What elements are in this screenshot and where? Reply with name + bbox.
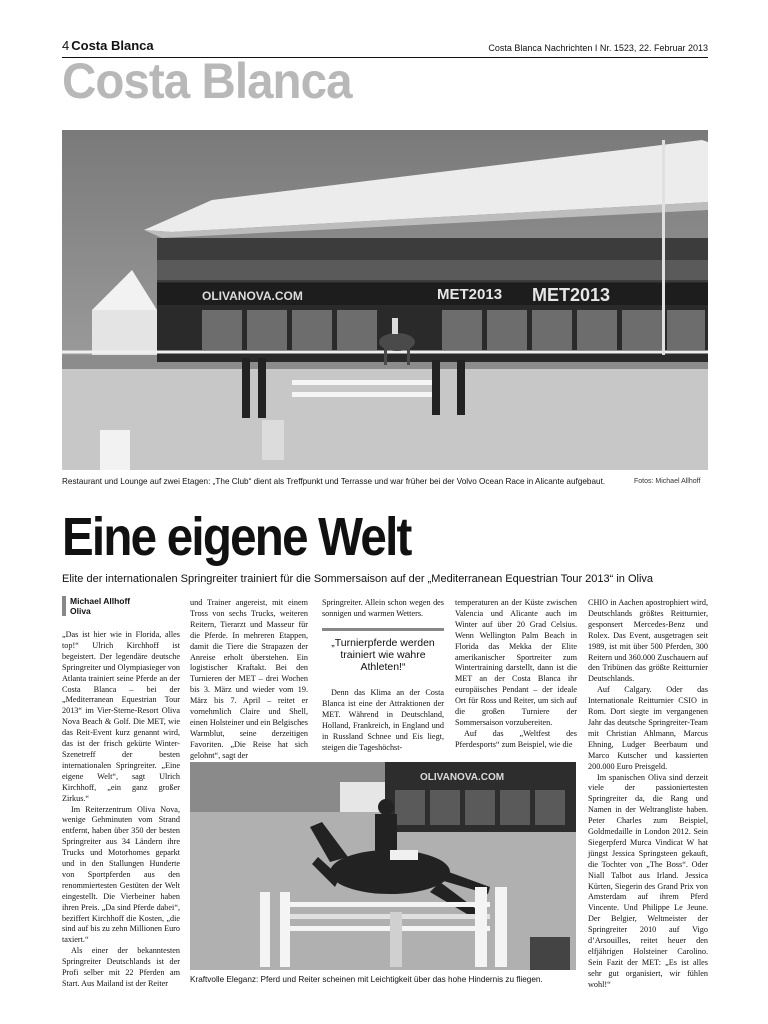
sign-olivanova: OLIVANOVA.COM [202,289,303,303]
second-photo-caption: Kraftvolle Eleganz: Pferd und Reiter scheinen mit Leichtigkeit über das hohe Hindernis zu fliegen. [190,975,543,984]
paragraph: CHIO in Aachen apostrophiert wird, Deutschlands größtes Reitturnier, gesponsert Mercedes-Benz und Rolex. Das Event, ausgetragen seit 1989, ist mit über 500 Pferden, 300 Reitern und 360.000 Zuschauern auf den Tribünen das größte Reitturnier Deutschlands. [588,598,708,684]
article-column-5 [588,598,708,993]
article-headline: Eine eigene Welt [62,507,411,567]
page-header-left [62,38,154,53]
paragraph: „Das ist hier wie in Florida, alles top!“ Ulrich Kirchhoff ist begeistert. Der legendäre deutsche Springreiter und Olympiasieger von Atlanta trainiert seine Pferde an der Costa Blanca – bei der „Mediterranean Equestrian Tour 2013“ im Vier-Sterne-Resort Oliva Nova Beach & Golf. Die MET, wie das Reit-Event kurz genannt wird, das ist der frisch gekürte Winter-Szenetreff der besten internationalen Springreiter. „Eine eigene Welt“, sagt Ulrich Kirchhoff, „ein ganz großer Zirkus.“ [62,630,181,803]
paragraph: und Trainer angereist, mit einem Tross von sechs Trucks, weiteren Reitern, Tierarzt und Masseur für die Pferde. In mehreren Etappen, damit die Tiere die Strapazen der Anreise erholt überstehen. Ein logistischer Kraftakt. Bei den Turnieren der MET – drei Wochen bis 3. März und wieder vom 19. März bis 7. April – reitet er vornehmlich Claire und Shell, einen Holsteiner und ein Belgisches Warmblut, seine derzeitigen Favoriten. „Die Reise hat sich gelohnt“, sagt der [190,598,308,760]
paragraph: Denn das Klima an der Costa Blanca ist eine der Attraktionen der MET. Während in Deutschland, Holland, Frankreich, in England und in Russland Schnee und Eis liegt, steigen die Tageshöchst- [322,688,444,752]
author-place: Oliva [70,606,91,616]
photo-credit: Fotos: Michael Allhoff [634,478,701,485]
sign-met-left: MET2013 [437,286,503,303]
section-banner: Costa Blanca [62,53,352,109]
main-photo-caption: Restaurant und Lounge auf zwei Etagen: „The Club“ dient als Treffpunkt und Terrasse und war früher bei der Volvo Ocean Race in Alicante aufgebaut. [62,477,606,486]
paragraph: temperaturen an der Küste zwischen Valencia und Alicante auch im Winter auf über 20 Grad Celsius. Wenn Wellington Palm Beach in Florida das Mekka der Elite amerikanischer Sportreiter zum Wintertraining darstellt, dann ist die MET an der Costa Blanca ihr europäisches Pendant – der ideale Ort für Ross und Reiter, um sich auf die großen Turniere der Sommersaison vorzubereiten. [455,598,577,727]
publication-line: Costa Blanca Nachrichten I Nr. 1523, 22. Februar 2013 [488,43,708,53]
pull-quote: „Turnierpferde werden trainiert wie wahre Athleten!“ [322,628,444,673]
paragraph: Im Reiterzentrum Oliva Nova, wenige Gehminuten vom Strand entfernt, haben über 350 der besten Springreiter aus 34 Ländern ihre Trucks und Motorhomes geparkt und in den Stallungen Hunderte von Sportpferden aus den renommiertesten Gestüten der Welt eingestellt. Die Vierbeiner haben ihren Preis. „Da sind Pferde dabei“, beziffert Kirchhoff die Kosten, „die sind auf bis zu zehn Millionen Euro taxiert.“ [62,804,180,945]
paragraph: Auf das „Weltfest des Pferdesports“ zum Beispiel, wie die [455,728,577,749]
author-name: Michael Allhoff [70,596,131,606]
paragraph: Im spanischen Oliva sind derzeit viele der passioniertesten Springreiter da, die Rang und Namen in der Weltrangliste haben. Peter Charles zum Beispiel, Goldmedaille in London 2012. Sein Siegerpferd Murca Vindicat W hat jüngst Jessica Springsteen gekauft, die Tochter von „The Boss“. Oder Niall Talbot aus Irland. Jessica Kürten, Siegerin des Grand Prix von Amsterdam auf ihrem Pferd Vincente. Und Philippe Le Jeune. Der Belgier, Weltmeister der Springreiter 2010 auf Vigo d’Arsouilles, reitet heuer den elfjährigen Holsteiner Carolino. Sein Fazit der MET: „Es ist alles sehr gut organisiert, wir fühlen wohl!“ [588,772,708,989]
article-column-2 [190,598,308,760]
section-label: Costa Blanca [71,38,154,53]
page-number: 4 [62,38,70,53]
paragraph: Springreiter. Allein schon wegen des sonnigen und warmen Wetters. [322,598,444,618]
author-byline [62,596,188,616]
article-column-3-top [322,598,444,622]
article-column-3-bottom [322,688,444,752]
paragraph: Auf Calgary. Oder das Internationale Reitturnier CSIO in Rom. Dort siegte im vergangenen Jahr das deutsche Springreiter-Team mit Christian Ahlmann, Marcus Ehning, Ludger Beerbaum und Marco Kutscher und kassierten 200.000 Euro Preisgeld. [588,685,708,771]
second-photo [190,762,576,970]
paragraph: Als einer der bekanntesten Springreiter Deutschlands ist der Profi selber mit 22 Pferden am Start. Aus Mailand ist der Reiter [62,946,180,988]
article-column-4 [455,598,577,748]
sign-met-right: MET2013 [532,285,611,305]
article-column-1 [62,630,180,990]
main-photo [62,130,708,470]
article-subhead: Elite der internationalen Springreiter trainiert für die Sommersaison auf der „Mediterranean Equestrian Tour 2013“ in Oliva [62,573,654,585]
sign-olivanova-2: OLIVANOVA.COM [420,772,505,783]
